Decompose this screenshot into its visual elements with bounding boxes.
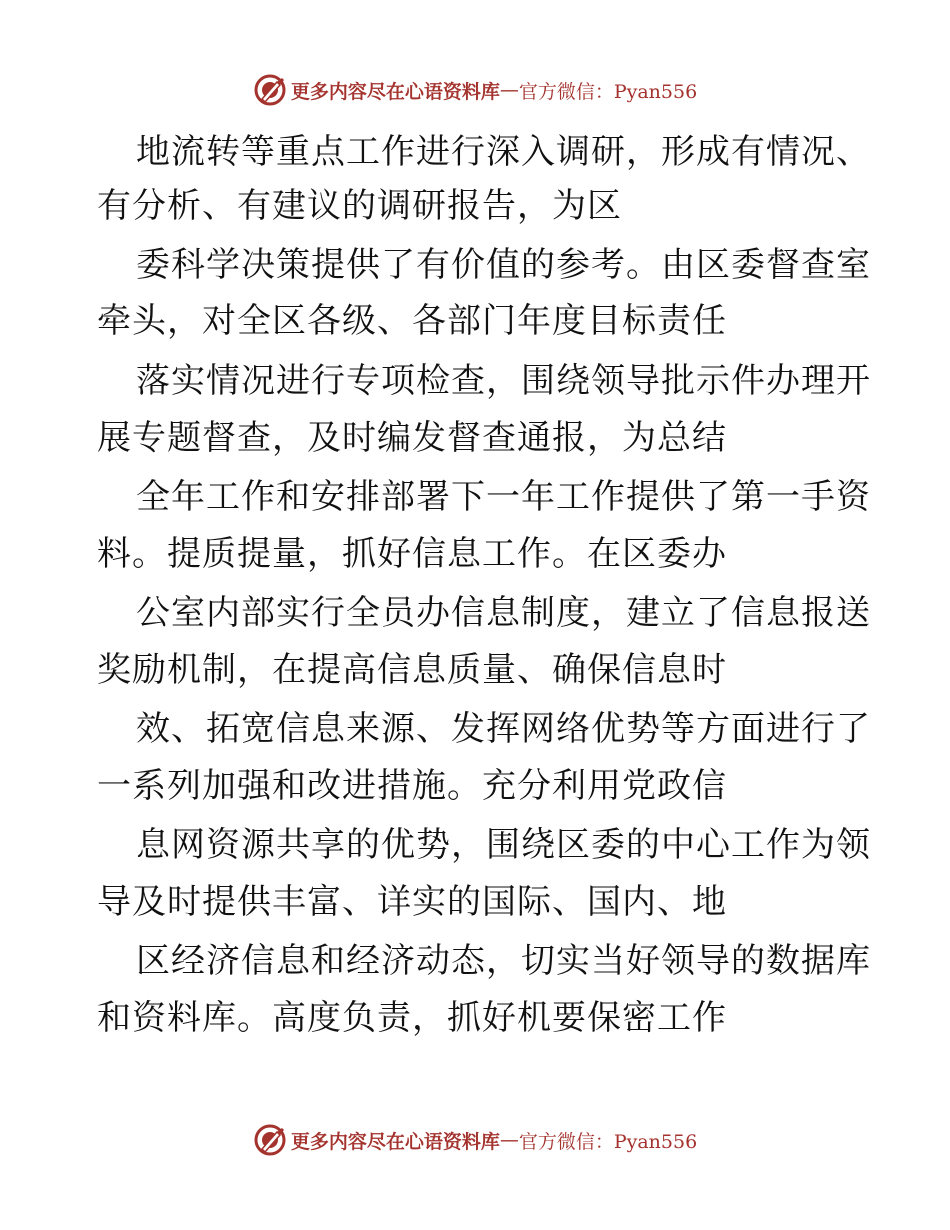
body-line: 全年工作和安排部署下一年工作提供了第一手资 bbox=[136, 477, 871, 517]
body-line: 息网资源共享的优势，围绕区委的中心工作为领 bbox=[136, 825, 871, 865]
body-line: 效、拓宽信息来源、发挥网络优势等方面进行了 bbox=[136, 709, 871, 749]
body-line: 和资料库。高度负责，抓好机要保密工作 bbox=[97, 998, 727, 1038]
body-line: 奖励机制，在提高信息质量、确保信息时 bbox=[97, 650, 727, 690]
body-line: 委科学决策提供了有价值的参考。由区委督查室 bbox=[136, 245, 871, 285]
header-contact-text: 官方微信：Pyan556 bbox=[518, 80, 698, 103]
body-line: 地流转等重点工作进行深入调研，形成有情况、 bbox=[136, 132, 871, 172]
footer-brand-text: 更多内容尽在心语资料库 bbox=[290, 1130, 500, 1153]
footer-dash: — bbox=[499, 1129, 519, 1151]
body-line: 牵头，对全区各级、各部门年度目标责任 bbox=[97, 301, 727, 341]
body-line: 一系列加强和改进措施。充分利用党政信 bbox=[97, 766, 727, 806]
footer-contact-text: 官方微信：Pyan556 bbox=[518, 1130, 698, 1153]
body-line: 导及时提供丰富、详实的国际、国内、地 bbox=[97, 882, 727, 922]
red-circle-logo-icon bbox=[253, 1123, 287, 1157]
red-circle-logo-icon bbox=[253, 73, 287, 107]
header-banner bbox=[0, 70, 950, 110]
header-brand-text: 更多内容尽在心语资料库 bbox=[290, 80, 500, 103]
body-line: 料。提质提量，抓好信息工作。在区委办 bbox=[97, 534, 727, 574]
footer-banner bbox=[0, 1120, 950, 1160]
body-line: 展专题督查，及时编发督查通报，为总结 bbox=[97, 418, 727, 458]
body-line: 区经济信息和经济动态，切实当好领导的数据库 bbox=[136, 941, 871, 981]
body-line: 有分析、有建议的调研报告，为区 bbox=[97, 186, 622, 226]
body-line: 公室内部实行全员办信息制度，建立了信息报送 bbox=[136, 593, 871, 633]
body-line: 落实情况进行专项检查，围绕领导批示件办理开 bbox=[136, 361, 871, 401]
header-dash: — bbox=[499, 79, 519, 101]
